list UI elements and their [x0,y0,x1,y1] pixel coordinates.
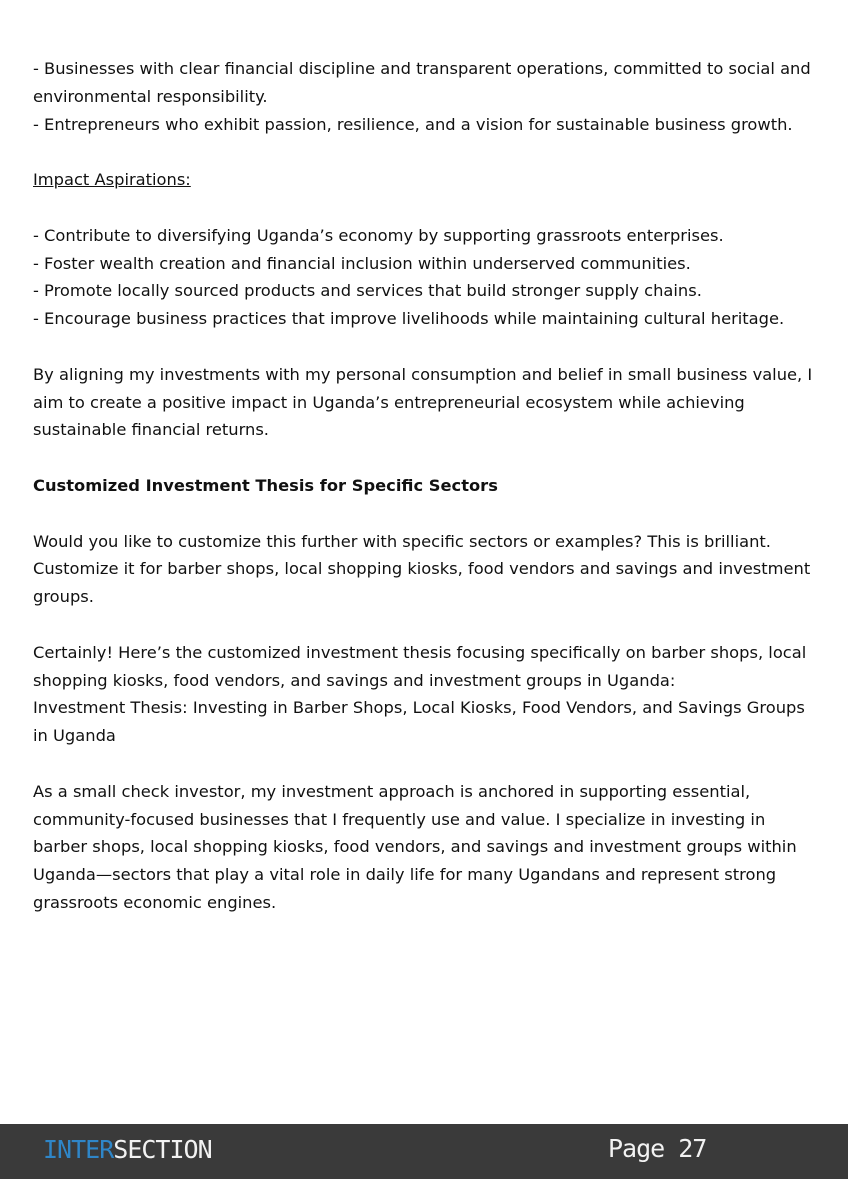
criteria-line: - Businesses with clear financial discipline and transparent operations, committed to social and environmental responsibility. [33,59,811,106]
impact-line: - Encourage business practices that improve livelihoods while maintaining cultural heritage. [33,309,785,329]
summary-paragraph: By aligning my investments with my personal consumption and belief in small business value, I aim to create a positive impact in Uganda’s entrepreneurial ecosystem while achieving sustainable financial returns. [33,364,813,440]
spacer [33,444,823,472]
spacer [33,333,823,361]
spacer [33,500,823,528]
brand-logo-part2: SECTION [113,1135,212,1164]
brand-logo-part1: INTER [43,1135,114,1164]
spacer [33,750,823,778]
prompt-paragraph: Would you like to customize this further with specific sectors or examples? This is brilliant. Customize it for barber shops, local shopping kiosks, food vendors and savings and investment groups. [33,531,811,607]
response-intro: Certainly! Here’s the customized investment thesis focusing specifically on barber shops, local shopping kiosks, food vendors, and savings and investment groups in Uganda: [33,642,807,690]
spacer [33,611,823,639]
section-heading: Customized Investment Thesis for Specific Sectors [33,475,498,495]
page-footer [0,1124,848,1179]
impact-line: - Foster wealth creation and financial inclusion within underserved communities. [33,253,691,273]
impact-heading: Impact Aspirations: [33,170,191,190]
page-body [33,55,823,917]
brand-logo [43,1135,212,1165]
approach-paragraph: As a small check investor, my investment approach is anchored in supporting essential, community-focused businesses that I frequently use and value. I specialize in investing in barber shops, local shopping kiosks, food vendors, and savings and investment groups within Uganda—sectors that play a vital role in daily life for many Ugandans and represent strong grassroots economic engines. [33,781,797,912]
spacer [33,194,823,222]
criteria-line: - Entrepreneurs who exhibit passion, resilience, and a vision for sustainable business growth. [33,114,793,134]
page-number: Page 27 [608,1134,707,1163]
impact-line: - Promote locally sourced products and services that build stronger supply chains. [33,281,702,301]
impact-line: - Contribute to diversifying Uganda’s economy by supporting grassroots enterprises. [33,225,724,245]
thesis-title: Investment Thesis: Investing in Barber Shops, Local Kiosks, Food Vendors, and Savings Groups in Uganda [33,698,805,746]
spacer [33,138,823,166]
